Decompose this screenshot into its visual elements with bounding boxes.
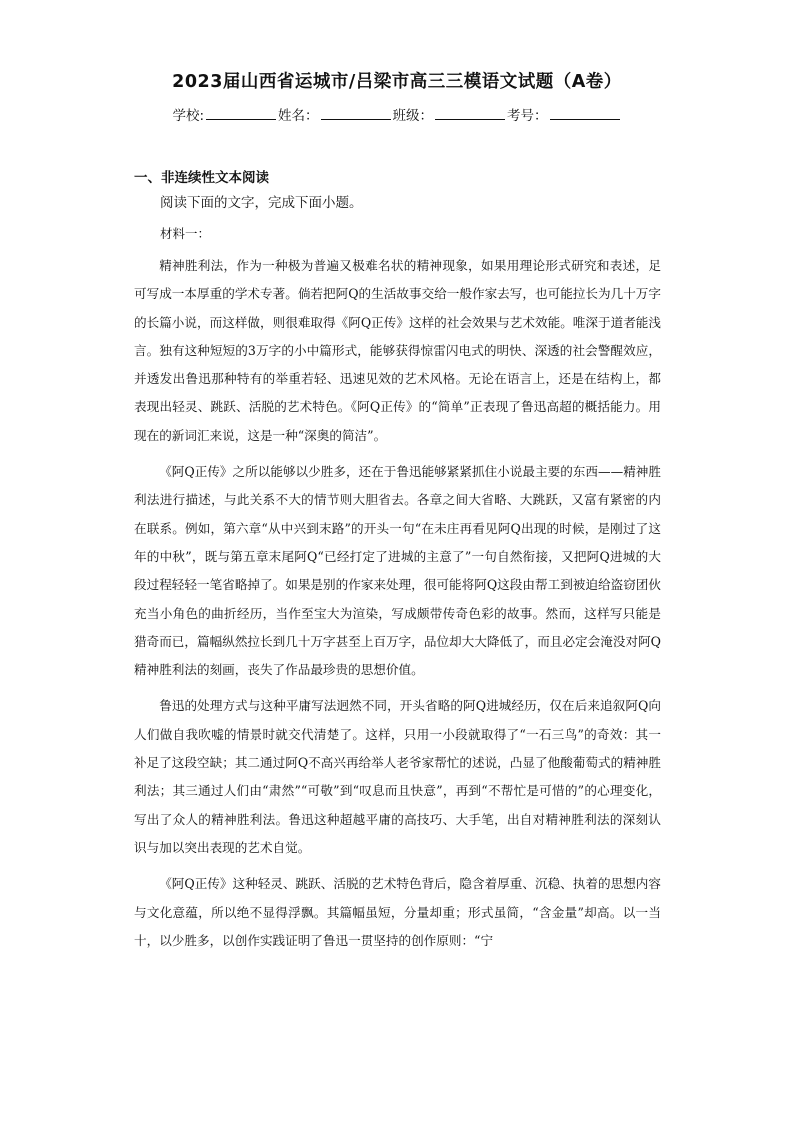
name-blank[interactable] bbox=[321, 105, 391, 120]
page-title: 2023届山西省运城市/吕梁市高三三模语文试题（A卷） bbox=[172, 72, 622, 92]
class-blank[interactable] bbox=[435, 105, 505, 120]
paragraph-2: 《阿Q正传》之所以能够以少胜多，还在于鲁迅能够紧紧抓住小说最主要的东西——精神胜利法进行描述，与此关系不大的情节则大胆省去。各章之间大省略、大跳跃，又富有紧密的内在联系。例如，第六章“从中兴到末路”的开头一句“在未庄再看见阿Q出现的时候，是刚过了这年的中秋”，既与第五章末尾阿Q“已经打定了进城的主意了”一句自然衔接，又把阿Q进城的大段过程轻轻一笔省略掉了。如果是别的作家来处理，很可能将阿Q这段由帮工到被迫给盗窃团伙充当小角色的曲折经历，当作至宝大为渲染，写成颇带传奇色彩的故事。然而，这样写只能是猎奇而已，篇幅纵然拉长到几十万字甚至上百万字，品位却大大降低了，而且必定会淹没对阿Q精神胜利法的刻画，丧失了作品最珍贵的思想价值。 bbox=[134, 464, 661, 678]
school-blank[interactable] bbox=[206, 105, 276, 120]
paragraph-1: 精神胜利法，作为一种极为普遍又极难名状的精神现象，如果用理论形式研究和表述，足可写成一本厚重的学术专著。倘若把阿Q的生活故事交给一般作家去写，也可能拉长为几十万字的长篇小说，而这样做，则很难取得《阿Q正传》这样的社会效果与艺术效能。唯深于道者能浅言。独有这种短短的3万字的小中篇形式，能够获得惊雷闪电式的明快、深透的社会警醒效应，并透发出鲁迅那种特有的举重若轻、迅速见效的艺术风格。无论在语言上，还是在结构上，都表现出轻灵、跳跃、活脱的艺术特色。《阿Q正传》的“简单”正表现了鲁迅高超的概括能力。用现在的新词汇来说，这是一种“深奥的简洁”。 bbox=[134, 258, 661, 443]
article-body bbox=[134, 252, 661, 963]
instruction-text: 阅读下面的文字，完成下面小题。 bbox=[160, 195, 363, 211]
paragraph-4: 《阿Q正传》这种轻灵、跳跃、活脱的艺术特色背后，隐含着厚重、沉稳、执着的思想内容与文化意蕴，所以绝不显得浮飘。其篇幅虽短，分量却重；形式虽简，“含金量”却高。以一当十，以少胜多，以创作实践证明了鲁迅一贯坚持的创作原则：“宁 bbox=[134, 876, 661, 948]
exam-number-blank[interactable] bbox=[550, 105, 620, 120]
section-heading: 一、非连续性文本阅读 bbox=[134, 170, 269, 186]
name-label: 姓名： bbox=[278, 108, 319, 124]
paragraph-3: 鲁迅的处理方式与这种平庸写法迥然不同，开头省略的阿Q进城经历，仅在后来追叙阿Q向人们做自我吹嘘的情景时就交代清楚了。这样，只用一小段就取得了“一石三鸟”的奇效：其一补足了这段空缺；其二通过阿Q不高兴再给举人老爷家帮忙的述说，凸显了他酸葡萄式的精神胜利法；其三通过人们由“肃然”“可敬”到“叹息而且快意”，再到“不帮忙是可惜的”的心理变化，写出了众人的精神胜利法。鲁迅这种超越平庸的高技巧、大手笔，出自对精神胜利法的深刻认识与加以突出表现的艺术自觉。 bbox=[134, 698, 661, 855]
material-label: 材料一： bbox=[160, 226, 211, 241]
class-label: 班级： bbox=[392, 108, 434, 124]
exam-number-label: 考号： bbox=[507, 108, 548, 124]
school-label: 学校: bbox=[172, 108, 205, 124]
student-info-line bbox=[0, 104, 794, 124]
